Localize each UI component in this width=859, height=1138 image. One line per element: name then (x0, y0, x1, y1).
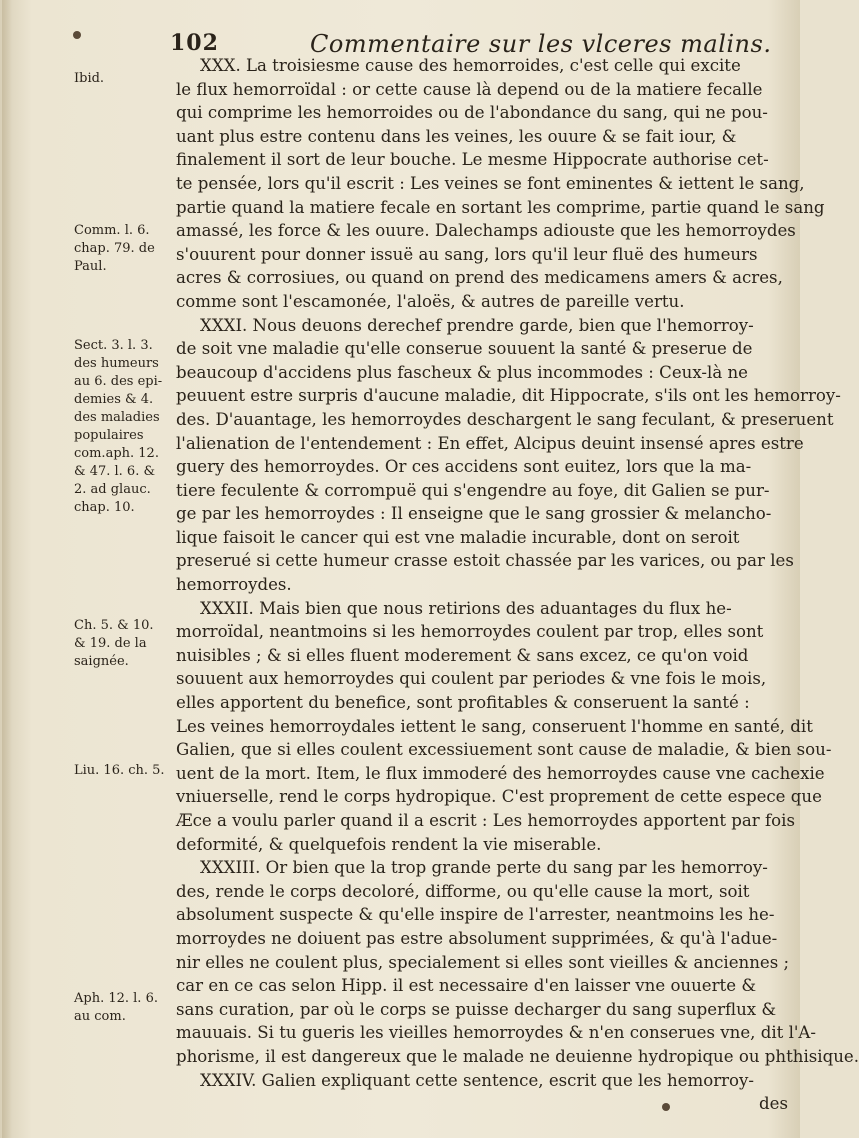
margin-note (74, 762, 178, 780)
margin-note (74, 617, 178, 671)
text-line: phorisme, il est dangereux que le malade ne deuienne hydropique ou phthisique. (176, 1046, 859, 1066)
text-line: car en ce cas selon Hipp. il est necessaire d'en laisser vne ouuerte & (176, 976, 757, 996)
margin-note-line: Aph. 12. l. 6. (74, 991, 158, 1006)
text-line: mauuais. Si tu gueris les vieilles hemorroydes & n'en conserues vne, dit l'A- (176, 1023, 817, 1043)
running-title: Commentaire sur les vlceres malins. (310, 30, 772, 58)
ink-spot (73, 31, 81, 39)
text-line: acres & corrosiues, ou quand on prend des medicamens amers & acres, (176, 268, 783, 288)
text-line: preserué si cette humeur crasse estoit chassée par les varices, ou par les (176, 551, 794, 571)
text-line: deformité, & quelquefois rendent la vie miserable. (176, 834, 602, 854)
margin-note-line: Sect. 3. l. 3. (74, 338, 153, 353)
text-line: te pensée, lors qu'il escrit : Les veines se font eminentes & iettent le sang, (176, 173, 805, 193)
text-line: hemorroydes. (176, 575, 292, 595)
margin-note-line: au 6. des epi- (74, 374, 163, 389)
margin-note (74, 337, 178, 517)
text-line: s'ouurent pour donner issuë au sang, lors qu'il leur fluë des humeurs (176, 244, 758, 264)
text-line: nir elles ne coulent plus, specialement si elles sont vieilles & anciennes ; (176, 952, 790, 972)
margin-note-line: Ch. 5. & 10. (74, 618, 154, 633)
margin-note-line: des maladies (74, 410, 160, 425)
text-line: des, rende le corps decoloré, difforme, ou qu'elle cause la mort, soit (176, 881, 750, 901)
text-line: Les veines hemorroydales iettent le sang, conseruent l'homme en santé, dit (176, 716, 813, 736)
text-line: peuuent estre surpris d'aucune maladie, dit Hippocrate, s'ils ont les hemorroy- (176, 386, 841, 406)
text-line: le flux hemorroïdal : or cette cause là depend ou de la matiere fecalle (176, 79, 763, 99)
text-line: nuisibles ; & si elles fluent moderement & sans excez, ce qu'on void (176, 645, 749, 665)
text-line: ge par les hemorroydes : Il enseigne que le sang grossier & melancho- (176, 504, 772, 524)
body-text (176, 54, 859, 1116)
text-line: absolument suspecte & qu'elle inspire de l'arrester, neantmoins les he- (176, 905, 775, 925)
text-line: Galien, que si elles coulent excessiuement sont cause de maladie, & bien sou- (176, 740, 832, 760)
page-number: 102 (170, 30, 219, 56)
text-line: morroïdal, neantmoins si les hemorroydes coulent par trop, elles sont (176, 622, 764, 642)
page-edge-shadow (2, 0, 12, 1138)
text-line: XXXIII. Or bien que la trop grande perte du sang par les hemorroy- (200, 858, 768, 878)
margin-note-line: 2. ad glauc. (74, 482, 151, 497)
text-line: amassé, les force & les ouure. Dalechamps adiouste que les hemorroydes (176, 221, 796, 241)
text-line: Æce a voulu parler quand il a escrit : Les hemorroydes apportent par fois (176, 811, 795, 830)
margin-note-line: saignée. (74, 654, 129, 669)
text-line: XXXII. Mais bien que nous retirions des aduantages du flux he- (200, 598, 732, 618)
margin-note-line: Paul. (74, 259, 107, 274)
text-line: de soit vne maladie qu'elle conserue souuent la santé & preserue de (176, 339, 753, 359)
margin-note-line: & 47. l. 6. & (74, 464, 156, 479)
text-line: des. D'auantage, les hemorroydes deschargent le sang feculant, & preseruent (176, 409, 834, 429)
margin-note (74, 222, 178, 276)
text-line: lique faisoit le cancer qui est vne maladie incurable, dont on seroit (176, 527, 740, 547)
margin-note-line: & 19. de la (74, 636, 147, 651)
text-line: partie quand la matiere fecale en sortant les comprime, partie quand le sang (176, 197, 825, 217)
text-line: uant plus estre contenu dans les veines, les ouure & se fait iour, & (176, 126, 737, 146)
text-line: qui comprime les hemorroides ou de l'abondance du sang, qui ne pou- (176, 103, 768, 123)
margin-note-line: chap. 79. de (74, 241, 155, 256)
text-line: sans curation, par où le corps se puisse decharger du sang superflux & (176, 999, 777, 1019)
text-line: guery des hemorroydes. Or ces accidens sont euitez, lors que la ma- (176, 457, 752, 477)
margin-note-line: Liu. 16. ch. 5. (74, 763, 165, 778)
margin-note-line: demies & 4. (74, 392, 154, 407)
text-line: morroydes ne doiuent pas estre absolument supprimées, & qu'à l'adue- (176, 928, 778, 948)
margin-note-line: chap. 10. (74, 500, 135, 515)
text-line: beaucoup d'accidens plus fascheux & plus incommodes : Ceux-là ne (176, 362, 749, 382)
text-line: uent de la mort. Item, le flux immoderé des hemorroydes cause vne cachexie (176, 763, 825, 783)
text-line: XXX. La troisiesme cause des hemorroides, c'est celle qui excite (200, 56, 741, 75)
margin-note-line: com.aph. 12. (74, 446, 159, 461)
margin-note (74, 70, 178, 88)
text-line: l'alienation de l'entendement : En effet, Alcipus deuint insensé apres estre (176, 433, 804, 453)
margin-note-line: Ibid. (74, 71, 105, 86)
text-line: tiere feculente & corrompuë qui s'engendre au foye, dit Galien se pur- (176, 480, 770, 500)
margin-note-line: Comm. l. 6. (74, 223, 150, 238)
text-line: vniuerselle, rend le corps hydropique. C'est proprement de cette espece que (176, 787, 822, 807)
margin-note-line: populaires (74, 428, 144, 443)
margin-note-line: des humeurs (74, 356, 159, 371)
text-line: finalement il sort de leur bouche. Le mesme Hippocrate authorise cet- (176, 150, 769, 170)
margin-note (74, 990, 178, 1026)
text-line: XXXI. Nous deuons derechef prendre garde, bien que l'hemorroy- (200, 315, 754, 335)
margin-note-line: au com. (74, 1009, 126, 1024)
catchword: des (759, 1094, 788, 1114)
text-line: souuent aux hemorroydes qui coulent par periodes & vne fois le mois, (176, 669, 767, 689)
text-line: comme sont l'escamonée, l'aloës, & autres de pareille vertu. (176, 291, 685, 311)
text-line: elles apportent du benefice, sont profitables & conseruent la santé : (176, 693, 750, 713)
text-line: XXXIV. Galien expliquant cette sentence, escrit que les hemorroy- (200, 1070, 755, 1090)
